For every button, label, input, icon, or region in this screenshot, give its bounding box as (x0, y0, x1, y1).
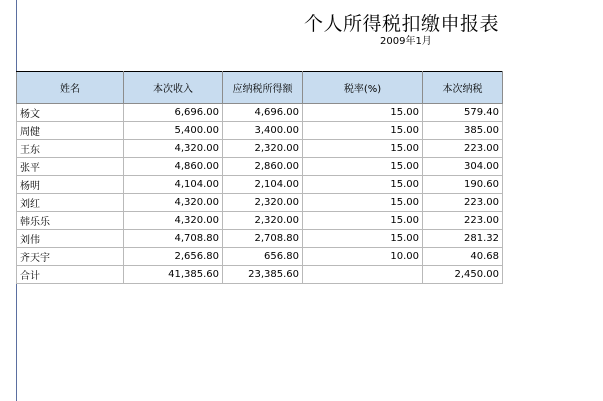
cell-tax-rate: 10.00 (303, 248, 423, 266)
cell-tax-rate: 15.00 (303, 104, 423, 122)
tax-report-table (16, 71, 503, 284)
cell-taxable-income: 656.80 (223, 248, 303, 266)
cell-tax-paid: 223.00 (423, 140, 503, 158)
cell-tax-rate: 15.00 (303, 194, 423, 212)
report-period: 2009年1月 (380, 36, 432, 47)
cell-tax-paid: 223.00 (423, 194, 503, 212)
cell-tax-paid: 281.32 (423, 230, 503, 248)
column-header-name: 姓名 (17, 72, 124, 104)
cell-income: 4,860.00 (124, 158, 223, 176)
cell-income: 4,708.80 (124, 230, 223, 248)
table-row (17, 122, 503, 140)
cell-tax-rate: 15.00 (303, 230, 423, 248)
cell-tax-paid: 2,450.00 (423, 266, 503, 284)
table-row (17, 158, 503, 176)
cell-tax-paid: 40.68 (423, 248, 503, 266)
table-row (17, 140, 503, 158)
cell-tax-paid: 579.40 (423, 104, 503, 122)
table-body (17, 104, 503, 284)
cell-income: 4,320.00 (124, 194, 223, 212)
cell-name: 刘伟 (17, 230, 124, 248)
cell-name: 齐天宇 (17, 248, 124, 266)
cell-income: 41,385.60 (124, 266, 223, 284)
cell-tax-rate: 15.00 (303, 122, 423, 140)
cell-tax-rate: 15.00 (303, 176, 423, 194)
table-total-row (17, 266, 503, 284)
cell-income: 6,696.00 (124, 104, 223, 122)
cell-name: 杨文 (17, 104, 124, 122)
cell-name: 韩乐乐 (17, 212, 124, 230)
table-row (17, 230, 503, 248)
cell-tax-paid: 190.60 (423, 176, 503, 194)
cell-taxable-income: 2,104.00 (223, 176, 303, 194)
table-row (17, 212, 503, 230)
cell-taxable-income: 23,385.60 (223, 266, 303, 284)
cell-tax-rate: 15.00 (303, 212, 423, 230)
cell-taxable-income: 2,320.00 (223, 140, 303, 158)
column-header-tax-rate: 税率(%) (303, 72, 423, 104)
cell-income: 5,400.00 (124, 122, 223, 140)
cell-tax-paid: 304.00 (423, 158, 503, 176)
column-header-income: 本次收入 (124, 72, 223, 104)
cell-taxable-income: 2,320.00 (223, 194, 303, 212)
cell-income: 4,320.00 (124, 212, 223, 230)
cell-name: 周健 (17, 122, 124, 140)
cell-tax-rate: 15.00 (303, 140, 423, 158)
cell-taxable-income: 2,320.00 (223, 212, 303, 230)
column-header-tax-paid: 本次纳税 (423, 72, 503, 104)
report-title: 个人所得税扣缴申报表 (304, 13, 500, 35)
cell-name: 张平 (17, 158, 124, 176)
cell-name: 王东 (17, 140, 124, 158)
table-row (17, 248, 503, 266)
cell-income: 2,656.80 (124, 248, 223, 266)
table-row (17, 176, 503, 194)
cell-tax-paid: 385.00 (423, 122, 503, 140)
cell-name: 刘红 (17, 194, 124, 212)
cell-taxable-income: 2,860.00 (223, 158, 303, 176)
cell-tax-rate (303, 266, 423, 284)
cell-tax-rate: 15.00 (303, 158, 423, 176)
cell-name: 合计 (17, 266, 124, 284)
cell-tax-paid: 223.00 (423, 212, 503, 230)
table-row (17, 194, 503, 212)
cell-income: 4,320.00 (124, 140, 223, 158)
table-header-row (17, 72, 503, 104)
cell-name: 杨明 (17, 176, 124, 194)
cell-taxable-income: 4,696.00 (223, 104, 303, 122)
column-header-taxable-income: 应纳税所得额 (223, 72, 303, 104)
table-row (17, 104, 503, 122)
cell-income: 4,104.00 (124, 176, 223, 194)
cell-taxable-income: 2,708.80 (223, 230, 303, 248)
cell-taxable-income: 3,400.00 (223, 122, 303, 140)
